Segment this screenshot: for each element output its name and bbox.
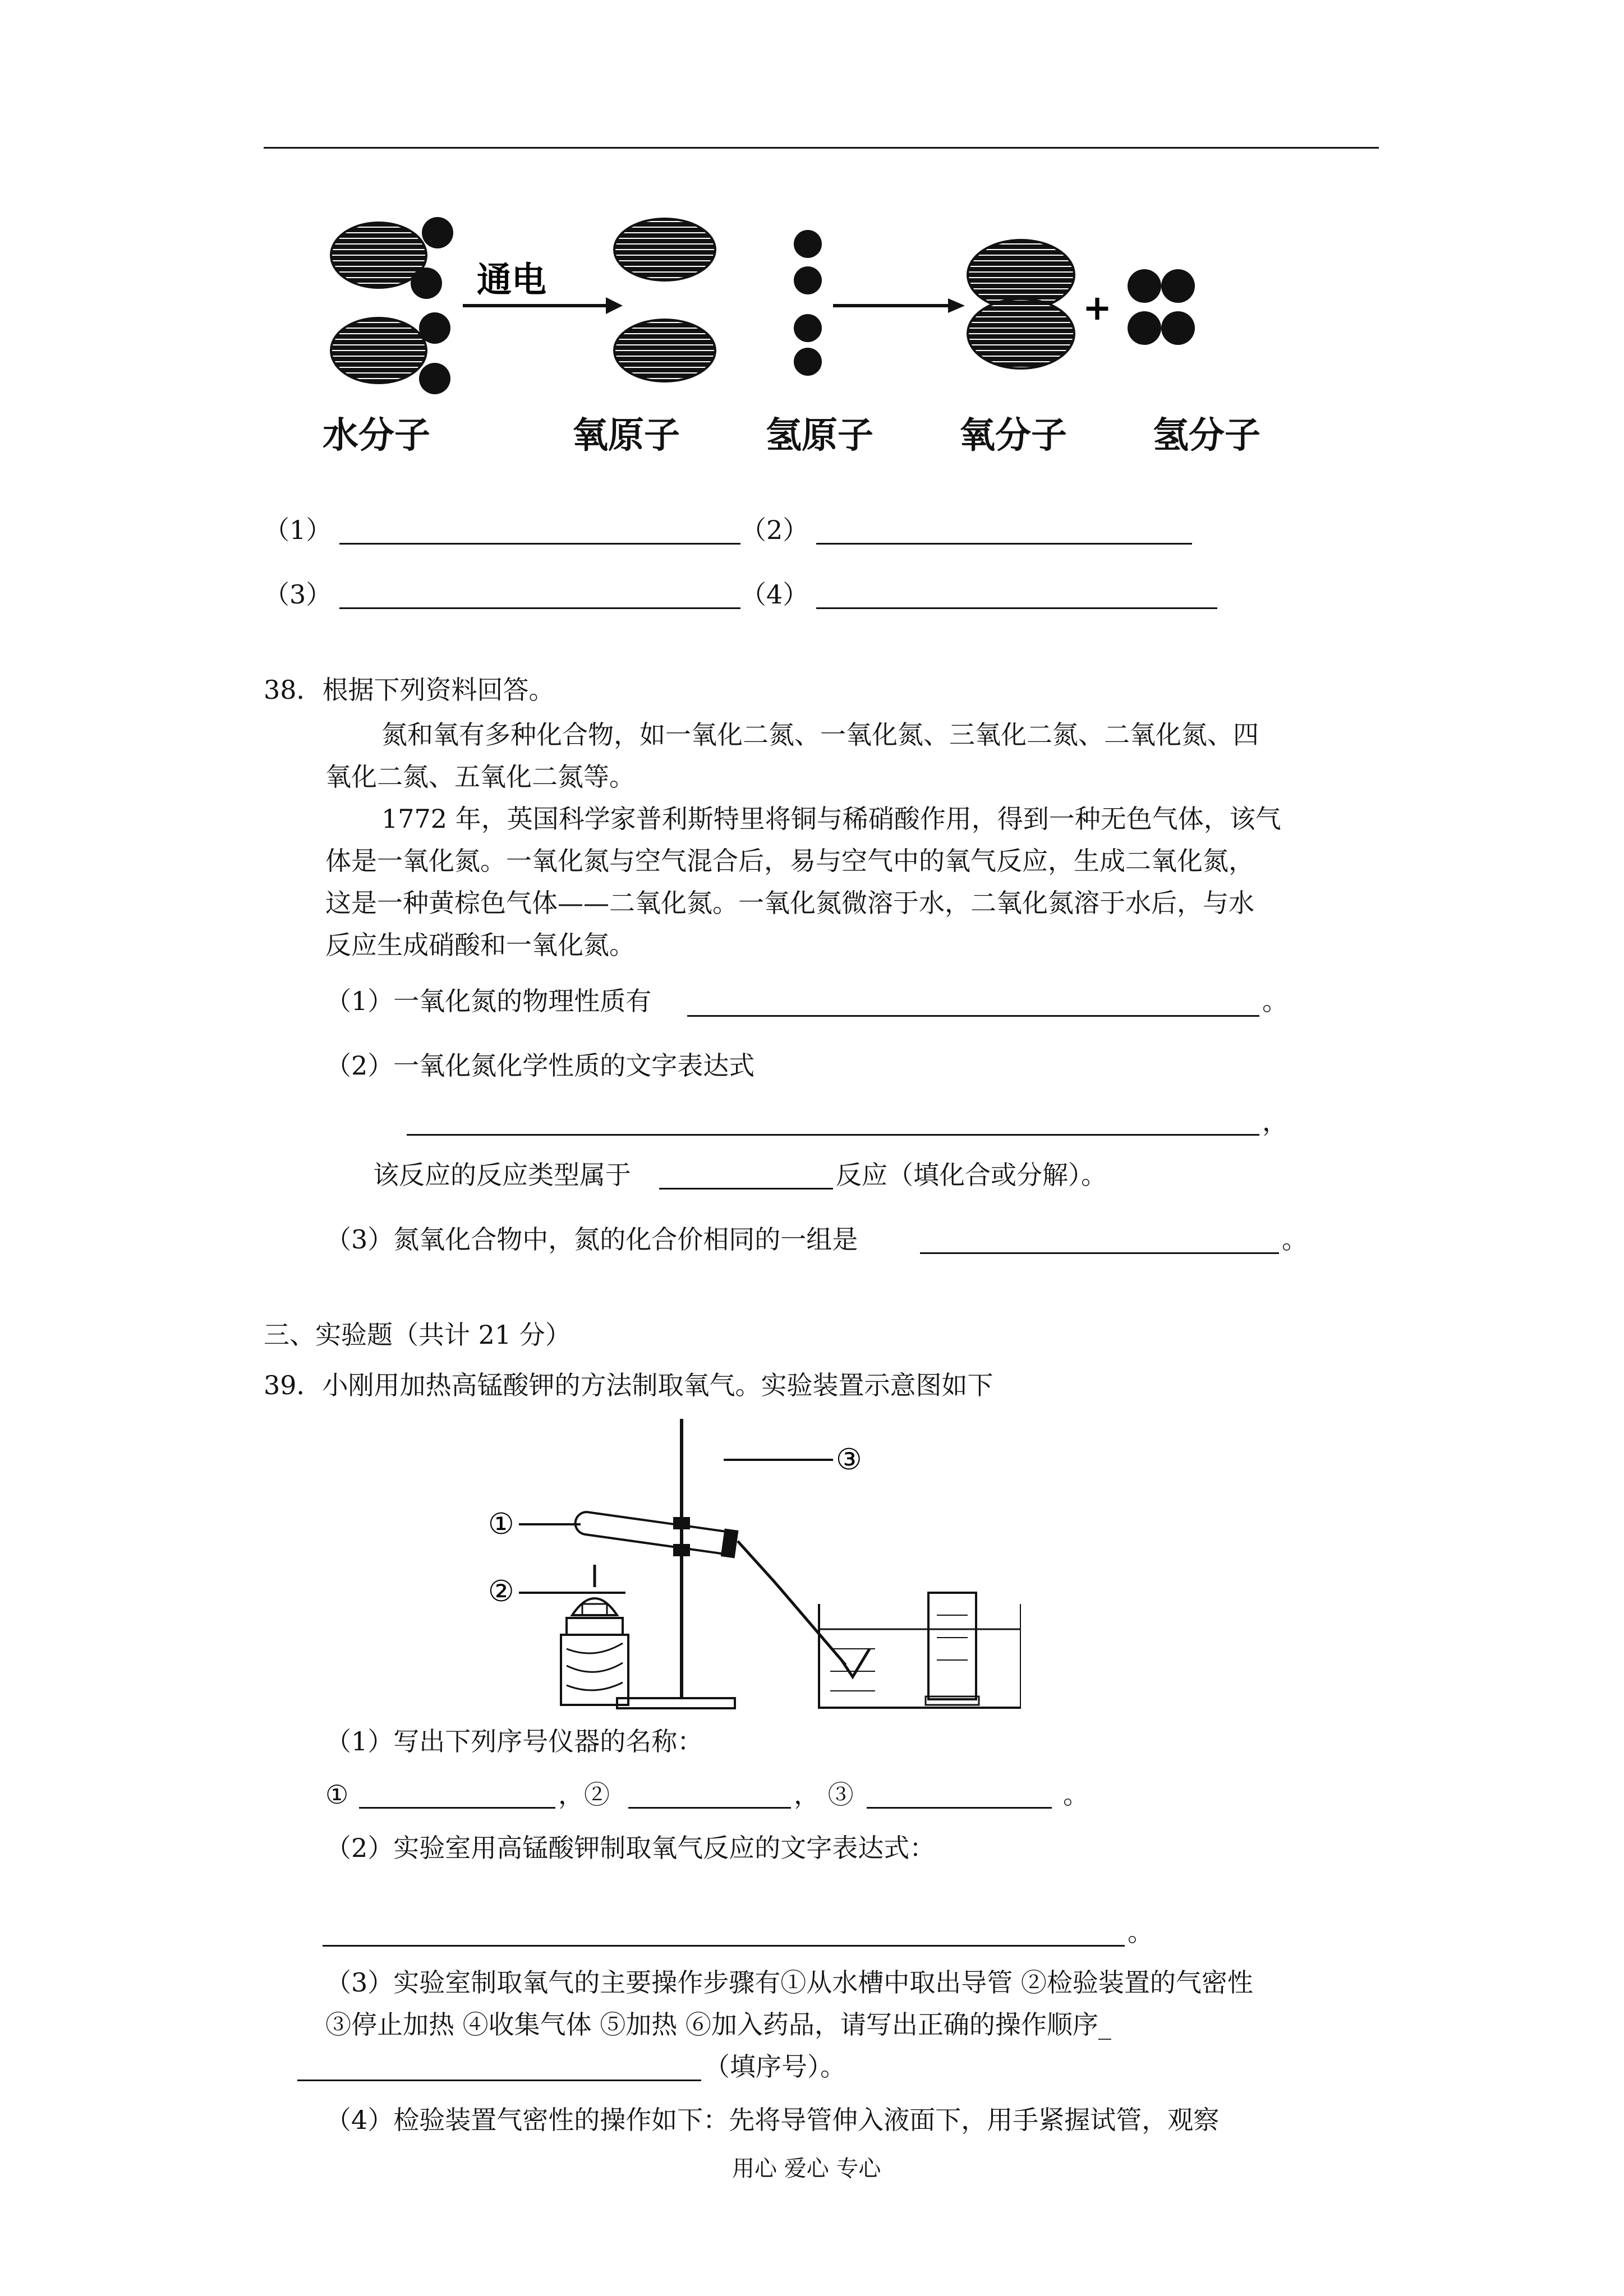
q39-sub3-end: （填序号）。: [704, 2051, 846, 2082]
q39-blank-2[interactable]: [628, 1807, 791, 1809]
header-rule: [264, 147, 1379, 149]
q39-sub1-a: ①: [325, 1779, 349, 1810]
q39-title: 39．小刚用加热高锰酸钾的方法制取氧气。实验装置示意图如下: [264, 1370, 993, 1400]
q39-sub3-line2: ③停止加热 ④收集气体 ⑤加热 ⑥加入药品，请写出正确的操作顺序_: [325, 2009, 1111, 2040]
oxygen-atom-1: [614, 219, 715, 280]
oxygen-atom-2: [614, 320, 715, 381]
q39-sub2: （2）实验室用高锰酸钾制取氧气反应的文字表达式：: [325, 1833, 936, 1863]
hydrogen-atom-2: [794, 266, 822, 294]
q38-sub3-end: 。: [1282, 1224, 1308, 1255]
q38-para2-line4: 反应生成硝酸和一氧化氮。: [325, 930, 635, 960]
arrow-label: 通电: [477, 259, 547, 300]
q38-sub2-blank[interactable]: [407, 1134, 1259, 1136]
iron-stand-base: [617, 1698, 735, 1708]
q37-blank-2[interactable]: [816, 543, 1192, 545]
q37-blank-4-label: （4）: [740, 579, 809, 610]
label-3: ③: [836, 1443, 862, 1477]
q39-sub1-b: ，②: [558, 1779, 610, 1810]
q38-title: 38．根据下列资料回答。: [264, 675, 555, 705]
q38-sub3: （3）氮氧化合物中，氮的化合价相同的一组是: [325, 1224, 858, 1255]
water-molecule-1: [331, 217, 453, 299]
water-molecule-2: [331, 312, 450, 394]
wooden-block: [561, 1635, 628, 1705]
q37-blank-3-label: （3）: [264, 579, 332, 610]
q37-blank-1[interactable]: [339, 543, 740, 545]
alcohol-lamp: [567, 1565, 623, 1635]
label-oxygen-molecule: 氧分子: [959, 415, 1067, 457]
q38-para2-line1: 1772 年，英国科学家普利斯特里将铜与稀硝酸作用，得到一种无色气体，该气: [381, 804, 1281, 834]
q39-sub2-blank[interactable]: [323, 1945, 1125, 1947]
section3-title: 三、实验题（共计 21 分）: [264, 1320, 571, 1350]
hydrogen-atom-3: [794, 314, 822, 342]
test-tube: [573, 1508, 738, 1559]
label-oxygen-atom: 氧原子: [572, 415, 680, 457]
q39-sub3-line1: （3）实验室制取氧气的主要操作步骤有①从水槽中取出导管 ②检验装置的气密性: [325, 1967, 1253, 1998]
label-2: ②: [488, 1575, 514, 1608]
q39-sub1-c: ， ③: [794, 1779, 854, 1810]
q39-sub2-end: 。: [1128, 1917, 1153, 1947]
q38-sub2-type-b: 反应（填化合或分解）。: [836, 1160, 1107, 1190]
hydrogen-atom-4: [794, 348, 822, 376]
hydrogen-atom-1: [794, 230, 822, 258]
label-hydrogen-molecule: 氢分子: [1153, 415, 1260, 457]
q38-sub2-end: ，: [1262, 1106, 1288, 1137]
q38-sub1-end: 。: [1262, 986, 1288, 1016]
q38-sub1: （1）一氧化氮的物理性质有: [325, 986, 652, 1016]
label-water-molecule: 水分子: [323, 415, 430, 457]
q38-sub3-blank[interactable]: [920, 1252, 1279, 1254]
hydrogen-molecule-1: [1128, 269, 1195, 303]
q38-sub2-type-blank[interactable]: [659, 1188, 833, 1190]
q37-blank-2-label: （2）: [740, 515, 809, 545]
q39-sub3-blank[interactable]: [297, 2080, 701, 2081]
q39-sub1-end: 。: [1063, 1779, 1089, 1810]
q39-sub4: （4）检验装置气密性的操作如下：先将导管伸入液面下，用手紧握试管，观察: [325, 2105, 1220, 2135]
q38-sub2-type-a: 该反应的反应类型属于: [373, 1160, 631, 1190]
q37-blank-4[interactable]: [816, 607, 1217, 609]
gas-collecting-bottle: [926, 1593, 979, 1705]
label-1: ①: [488, 1507, 514, 1541]
q38-para2-line2: 体是一氧化氮。一氧化氮与空气混合后，易与空气中的氧气反应，生成二氧化氮，: [325, 846, 1254, 876]
apparatus-diagram: [482, 1413, 1021, 1716]
q38-para1-line2: 氧化二氮、五氧化二氮等。: [325, 762, 635, 792]
q38-para2-line3: 这是一种黄棕色气体——二氧化氮。一氧化氮微溶于水，二氧化氮溶于水后，与水: [325, 888, 1254, 918]
water-trough: [819, 1604, 1021, 1708]
q37-blank-1-label: （1）: [264, 515, 332, 545]
q37-blank-3[interactable]: [339, 607, 740, 609]
q39-blank-3[interactable]: [867, 1807, 1052, 1809]
q39-blank-1[interactable]: [359, 1807, 555, 1809]
q38-para1-line1: 氮和氧有多种化合物，如一氧化二氮、一氧化氮、三氧化二氮、二氧化氮、四: [381, 720, 1259, 750]
q38-sub2: （2）一氧化氮化学性质的文字表达式: [325, 1050, 755, 1081]
label-hydrogen-atom: 氢原子: [766, 415, 873, 457]
q38-sub1-blank[interactable]: [687, 1015, 1259, 1017]
q39-sub1: （1）写出下列序号仪器的名称：: [325, 1726, 703, 1756]
oxygen-molecule: [968, 240, 1074, 368]
page-footer: 用心 爱心 专心: [732, 2156, 881, 2182]
hydrogen-molecule-2: [1128, 311, 1195, 345]
plus-sign: +: [1083, 287, 1112, 328]
